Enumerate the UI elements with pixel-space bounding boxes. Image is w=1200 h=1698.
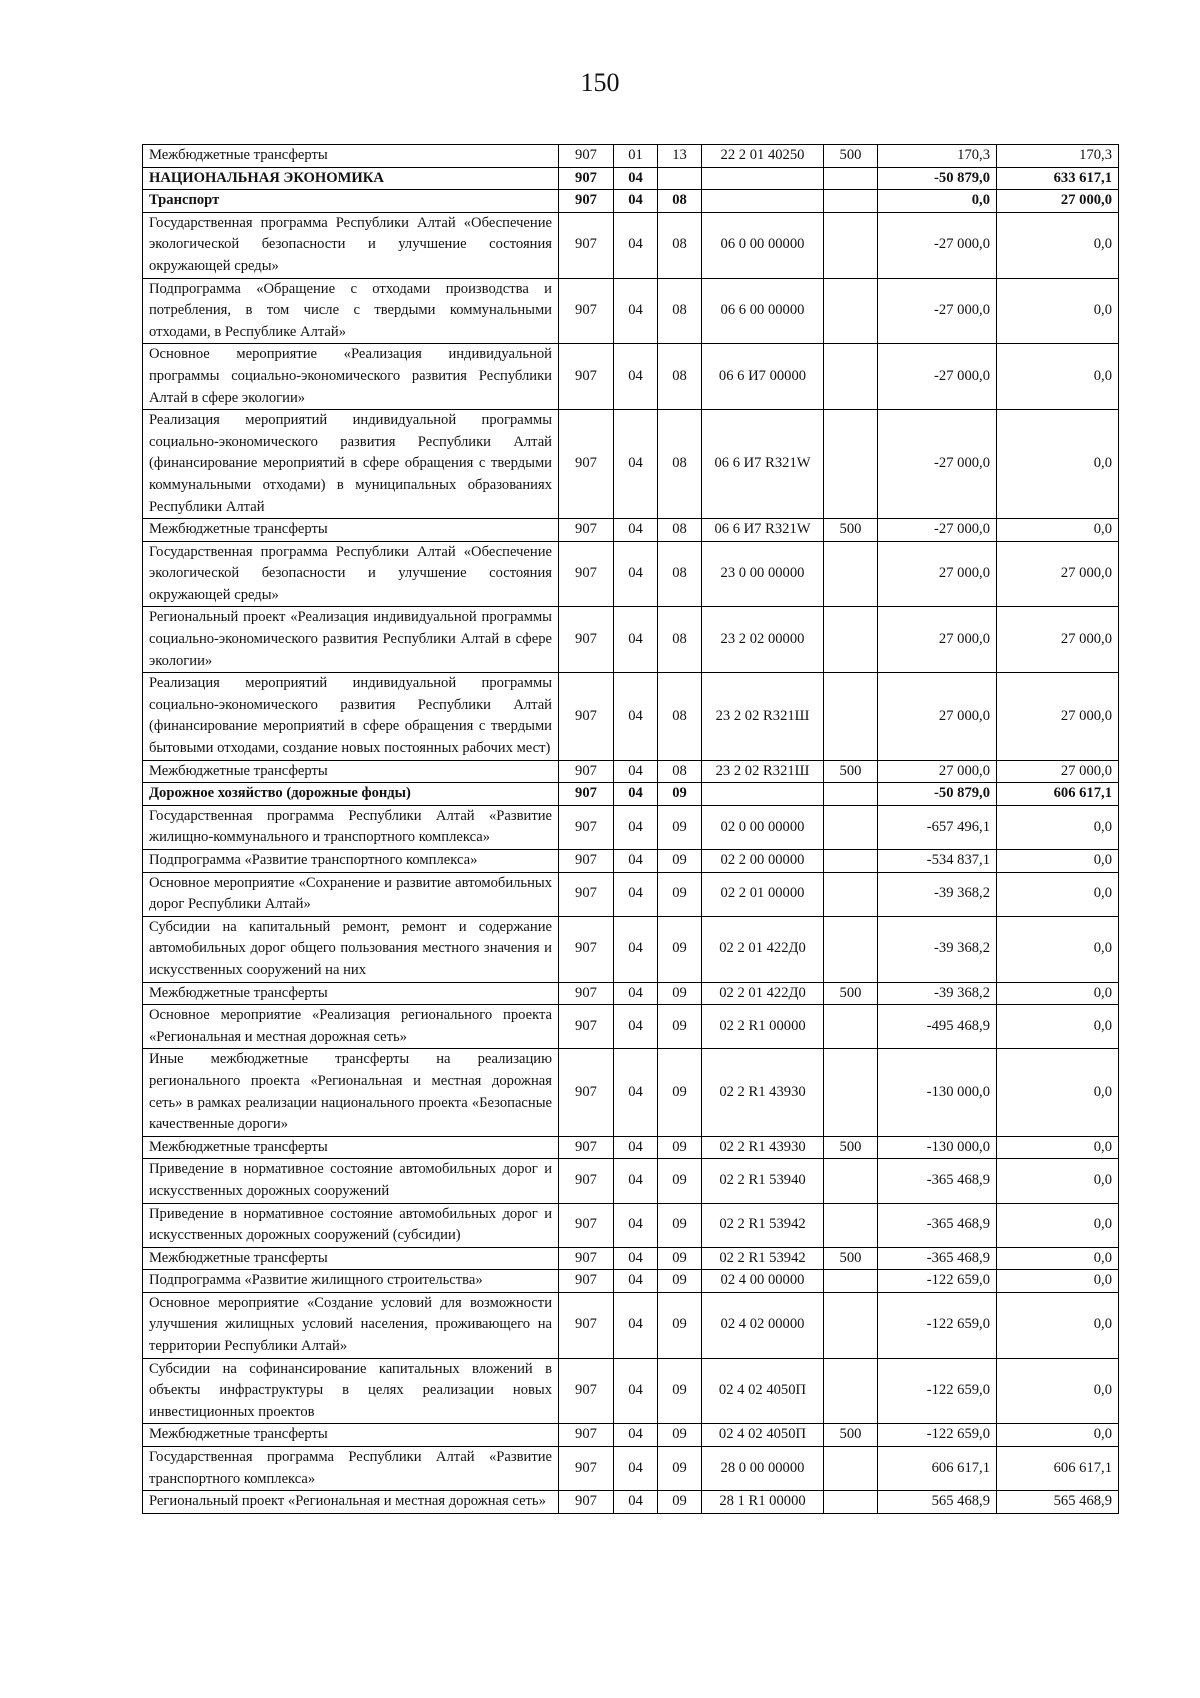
cell-section: 04 [614,607,658,673]
cell-subsection: 08 [658,278,702,344]
cell-section: 04 [614,872,658,916]
cell-name: Межбюджетные трансферты [143,760,559,783]
cell-ved: 907 [559,1424,614,1447]
cell-amount-1: -365 468,9 [878,1159,997,1203]
cell-name: Государственная программа Республики Алтай «Развитие транспортного комплекса» [143,1447,559,1491]
cell-subsection: 09 [658,1270,702,1293]
cell-ved: 907 [559,982,614,1005]
cell-amount-2: 27 000,0 [997,190,1119,213]
cell-target-code: 02 0 00 00000 [702,805,824,849]
cell-amount-2: 0,0 [997,1247,1119,1270]
cell-amount-2: 0,0 [997,805,1119,849]
cell-amount-1: -27 000,0 [878,278,997,344]
cell-target-code [702,783,824,806]
cell-amount-2: 27 000,0 [997,607,1119,673]
table-row [143,167,1119,190]
cell-expense-type [824,872,878,916]
cell-amount-2: 565 468,9 [997,1491,1119,1514]
cell-amount-1: -365 468,9 [878,1247,997,1270]
cell-target-code: 06 6 И7 R321W [702,519,824,542]
cell-section: 04 [614,1049,658,1136]
cell-name: Основное мероприятие «Реализация индивидуальной программы социально-экономического развития Республики Алтай в сфере экологии» [143,344,559,410]
cell-subsection: 09 [658,1203,702,1247]
cell-expense-type [824,916,878,982]
cell-amount-2: 0,0 [997,344,1119,410]
table-row [143,278,1119,344]
cell-ved: 907 [559,1159,614,1203]
table-row [143,607,1119,673]
cell-expense-type [824,607,878,673]
table-row [143,783,1119,806]
cell-section: 04 [614,212,658,278]
cell-subsection: 09 [658,1424,702,1447]
cell-ved: 907 [559,1203,614,1247]
cell-amount-2: 27 000,0 [997,541,1119,607]
cell-ved: 907 [559,145,614,168]
cell-amount-1: 27 000,0 [878,673,997,760]
cell-ved: 907 [559,212,614,278]
cell-amount-2: 0,0 [997,410,1119,519]
cell-amount-1: 27 000,0 [878,541,997,607]
cell-section: 04 [614,805,658,849]
cell-expense-type: 500 [824,760,878,783]
cell-subsection: 08 [658,212,702,278]
cell-section: 04 [614,1136,658,1159]
cell-subsection: 09 [658,805,702,849]
table-row [143,344,1119,410]
table-row [143,541,1119,607]
cell-subsection: 08 [658,673,702,760]
cell-subsection: 09 [658,1292,702,1358]
cell-subsection: 08 [658,760,702,783]
table-row [143,916,1119,982]
table-row [143,145,1119,168]
cell-amount-2: 0,0 [997,1203,1119,1247]
cell-section: 04 [614,1491,658,1514]
cell-ved: 907 [559,410,614,519]
cell-ved: 907 [559,519,614,542]
cell-target-code: 02 2 R1 43930 [702,1049,824,1136]
cell-amount-1: 606 617,1 [878,1447,997,1491]
cell-target-code: 02 2 01 422Д0 [702,916,824,982]
cell-name: Основное мероприятие «Реализация регионального проекта «Региональная и местная дорожная сеть» [143,1005,559,1049]
cell-subsection: 09 [658,1159,702,1203]
cell-amount-1: -130 000,0 [878,1136,997,1159]
cell-ved: 907 [559,805,614,849]
cell-subsection: 09 [658,1447,702,1491]
cell-section: 04 [614,278,658,344]
cell-ved: 907 [559,344,614,410]
cell-expense-type [824,1049,878,1136]
cell-subsection: 08 [658,410,702,519]
cell-section: 04 [614,410,658,519]
cell-name: Межбюджетные трансферты [143,519,559,542]
cell-amount-2: 0,0 [997,1049,1119,1136]
cell-target-code: 23 0 00 00000 [702,541,824,607]
cell-amount-2: 0,0 [997,1292,1119,1358]
cell-name: Реализация мероприятий индивидуальной программы социально-экономического развития Республики Алтай (финансирование мероприятий в сфере обращения с твердыми коммунальными отходами) в муниципальных образованиях Республики Алтай [143,410,559,519]
cell-ved: 907 [559,607,614,673]
cell-amount-2: 0,0 [997,1136,1119,1159]
cell-subsection: 09 [658,872,702,916]
cell-subsection: 09 [658,850,702,873]
cell-name: Иные межбюджетные трансферты на реализацию регионального проекта «Региональная и местная дорожная сеть» в рамках реализации национального проекта «Безопасные качественные дороги» [143,1049,559,1136]
cell-expense-type: 500 [824,982,878,1005]
cell-subsection: 08 [658,344,702,410]
cell-amount-1: -39 368,2 [878,916,997,982]
cell-amount-2: 606 617,1 [997,1447,1119,1491]
cell-subsection: 09 [658,916,702,982]
cell-target-code: 02 2 01 00000 [702,872,824,916]
cell-expense-type: 500 [824,1247,878,1270]
cell-expense-type [824,673,878,760]
cell-ved: 907 [559,916,614,982]
cell-name: Подпрограмма «Обращение с отходами производства и потребления, в том числе с твердыми коммунальными отходами, в Республике Алтай» [143,278,559,344]
table-row [143,1358,1119,1424]
table-row [143,519,1119,542]
cell-ved: 907 [559,278,614,344]
cell-expense-type [824,167,878,190]
cell-ved: 907 [559,872,614,916]
cell-section: 04 [614,1005,658,1049]
cell-ved: 907 [559,1136,614,1159]
table-row [143,1447,1119,1491]
cell-expense-type [824,1270,878,1293]
cell-ved: 907 [559,783,614,806]
table-row [143,805,1119,849]
cell-name: Межбюджетные трансферты [143,1247,559,1270]
cell-name: Основное мероприятие «Создание условий для возможности улучшения жилищных условий населения, проживающего на территории Республики Алтай» [143,1292,559,1358]
cell-subsection: 08 [658,607,702,673]
cell-target-code: 02 2 00 00000 [702,850,824,873]
cell-subsection: 09 [658,783,702,806]
cell-amount-1: -122 659,0 [878,1270,997,1293]
cell-target-code: 28 0 00 00000 [702,1447,824,1491]
cell-name: Региональный проект «Реализация индивидуальной программы социально-экономического развития Республики Алтай в сфере экологии» [143,607,559,673]
cell-subsection: 09 [658,1136,702,1159]
cell-expense-type [824,805,878,849]
cell-section: 04 [614,1424,658,1447]
cell-amount-1: 565 468,9 [878,1491,997,1514]
cell-section: 04 [614,167,658,190]
cell-target-code: 02 2 R1 00000 [702,1005,824,1049]
table-row [143,673,1119,760]
cell-expense-type [824,344,878,410]
table-row [143,1292,1119,1358]
cell-expense-type [824,212,878,278]
cell-section: 04 [614,1358,658,1424]
cell-subsection: 09 [658,1049,702,1136]
cell-expense-type [824,1292,878,1358]
cell-expense-type [824,1358,878,1424]
cell-section: 04 [614,190,658,213]
cell-section: 04 [614,1159,658,1203]
cell-expense-type: 500 [824,1136,878,1159]
cell-subsection: 13 [658,145,702,168]
cell-target-code: 06 0 00 00000 [702,212,824,278]
cell-ved: 907 [559,1491,614,1514]
cell-subsection: 09 [658,1005,702,1049]
budget-table [142,144,1119,1514]
cell-expense-type [824,1203,878,1247]
cell-amount-2: 0,0 [997,1159,1119,1203]
cell-amount-2: 606 617,1 [997,783,1119,806]
cell-expense-type: 500 [824,145,878,168]
cell-target-code: 06 6 И7 R321W [702,410,824,519]
cell-section: 04 [614,982,658,1005]
cell-name: Межбюджетные трансферты [143,1136,559,1159]
cell-section: 04 [614,1292,658,1358]
table-row [143,212,1119,278]
table-row [143,410,1119,519]
cell-section: 04 [614,673,658,760]
cell-expense-type: 500 [824,1424,878,1447]
cell-name: Основное мероприятие «Сохранение и развитие автомобильных дорог Республики Алтай» [143,872,559,916]
cell-amount-2: 27 000,0 [997,673,1119,760]
cell-target-code: 02 2 R1 53940 [702,1159,824,1203]
cell-target-code: 02 4 02 4050П [702,1424,824,1447]
table-row [143,982,1119,1005]
cell-subsection: 08 [658,190,702,213]
table-row [143,760,1119,783]
cell-amount-1: -534 837,1 [878,850,997,873]
cell-amount-1: -39 368,2 [878,982,997,1005]
cell-section: 04 [614,1270,658,1293]
cell-section: 04 [614,760,658,783]
cell-name: Подпрограмма «Развитие жилищного строительства» [143,1270,559,1293]
cell-expense-type [824,850,878,873]
cell-ved: 907 [559,1005,614,1049]
cell-amount-1: -122 659,0 [878,1292,997,1358]
table-row [143,1159,1119,1203]
budget-table-body [143,145,1119,1514]
cell-target-code: 02 4 02 4050П [702,1358,824,1424]
cell-name: Приведение в нормативное состояние автомобильных дорог и искусственных дорожных сооружений (субсидии) [143,1203,559,1247]
cell-amount-1: 27 000,0 [878,760,997,783]
cell-amount-2: 27 000,0 [997,760,1119,783]
cell-name: Субсидии на капитальный ремонт, ремонт и содержание автомобильных дорог общего пользования местного значения и искусственных сооружений на них [143,916,559,982]
cell-target-code: 02 4 02 00000 [702,1292,824,1358]
cell-name: Реализация мероприятий индивидуальной программы социально-экономического развития Республики Алтай (финансирование мероприятий в сфере обращения с твердыми бытовыми отходами, создание новых постоянных рабочих мест) [143,673,559,760]
cell-section: 04 [614,344,658,410]
cell-ved: 907 [559,1270,614,1293]
cell-target-code: 02 2 R1 43930 [702,1136,824,1159]
page-number: 150 [580,68,620,97]
cell-amount-2: 0,0 [997,1270,1119,1293]
cell-expense-type [824,1447,878,1491]
cell-amount-1: -50 879,0 [878,167,997,190]
table-row [143,1136,1119,1159]
cell-name: Межбюджетные трансферты [143,1424,559,1447]
cell-name: НАЦИОНАЛЬНАЯ ЭКОНОМИКА [143,167,559,190]
cell-expense-type [824,190,878,213]
cell-expense-type [824,541,878,607]
cell-amount-2: 633 617,1 [997,167,1119,190]
cell-amount-2: 0,0 [997,916,1119,982]
cell-name: Субсидии на софинансирование капитальных вложений в объекты инфраструктуры в целях реализации новых инвестиционных проектов [143,1358,559,1424]
cell-ved: 907 [559,673,614,760]
cell-section: 04 [614,1203,658,1247]
cell-amount-2: 170,3 [997,145,1119,168]
table-row [143,190,1119,213]
table-row [143,1247,1119,1270]
cell-section: 04 [614,1247,658,1270]
cell-ved: 907 [559,1247,614,1270]
cell-subsection: 09 [658,1247,702,1270]
cell-subsection: 08 [658,541,702,607]
cell-amount-2: 0,0 [997,872,1119,916]
cell-subsection: 09 [658,1491,702,1514]
cell-amount-1: 0,0 [878,190,997,213]
cell-name: Государственная программа Республики Алтай «Развитие жилищно-коммунального и транспортного комплекса» [143,805,559,849]
cell-ved: 907 [559,1292,614,1358]
cell-amount-1: -495 468,9 [878,1005,997,1049]
cell-subsection: 09 [658,982,702,1005]
cell-section: 01 [614,145,658,168]
cell-target-code: 02 2 01 422Д0 [702,982,824,1005]
cell-ved: 907 [559,1447,614,1491]
cell-amount-1: -122 659,0 [878,1358,997,1424]
cell-name: Государственная программа Республики Алтай «Обеспечение экологической безопасности и улучшение состояния окружающей среды» [143,541,559,607]
cell-ved: 907 [559,760,614,783]
cell-subsection: 09 [658,1358,702,1424]
cell-amount-2: 0,0 [997,519,1119,542]
cell-name: Межбюджетные трансферты [143,982,559,1005]
cell-amount-2: 0,0 [997,1358,1119,1424]
cell-target-code: 28 1 R1 00000 [702,1491,824,1514]
cell-amount-1: -27 000,0 [878,410,997,519]
cell-name: Дорожное хозяйство (дорожные фонды) [143,783,559,806]
cell-ved: 907 [559,1358,614,1424]
cell-section: 04 [614,783,658,806]
cell-amount-1: -122 659,0 [878,1424,997,1447]
cell-name: Государственная программа Республики Алтай «Обеспечение экологической безопасности и улучшение состояния окружающей среды» [143,212,559,278]
cell-target-code: 06 6 00 00000 [702,278,824,344]
cell-amount-2: 0,0 [997,278,1119,344]
cell-expense-type [824,1005,878,1049]
cell-amount-1: -50 879,0 [878,783,997,806]
table-row [143,1270,1119,1293]
cell-target-code: 23 2 02 00000 [702,607,824,673]
cell-expense-type [824,783,878,806]
cell-target-code: 22 2 01 40250 [702,145,824,168]
cell-section: 04 [614,541,658,607]
cell-expense-type [824,1159,878,1203]
table-row [143,1203,1119,1247]
cell-section: 04 [614,519,658,542]
cell-target-code: 02 4 00 00000 [702,1270,824,1293]
cell-amount-1: -27 000,0 [878,212,997,278]
cell-expense-type [824,410,878,519]
cell-expense-type [824,278,878,344]
table-row [143,1424,1119,1447]
cell-target-code [702,190,824,213]
cell-amount-1: -39 368,2 [878,872,997,916]
cell-name: Региональный проект «Региональная и местная дорожная сеть» [143,1491,559,1514]
cell-amount-2: 0,0 [997,1424,1119,1447]
cell-ved: 907 [559,541,614,607]
cell-expense-type: 500 [824,519,878,542]
cell-target-code: 02 2 R1 53942 [702,1247,824,1270]
cell-ved: 907 [559,1049,614,1136]
cell-section: 04 [614,850,658,873]
cell-amount-1: -130 000,0 [878,1049,997,1136]
table-row [143,1049,1119,1136]
cell-amount-2: 0,0 [997,1005,1119,1049]
cell-section: 04 [614,1447,658,1491]
cell-ved: 907 [559,167,614,190]
cell-amount-2: 0,0 [997,982,1119,1005]
cell-amount-2: 0,0 [997,850,1119,873]
cell-amount-1: -365 468,9 [878,1203,997,1247]
cell-expense-type [824,1491,878,1514]
cell-amount-2: 0,0 [997,212,1119,278]
table-row [143,1491,1119,1514]
cell-subsection [658,167,702,190]
cell-name: Транспорт [143,190,559,213]
cell-amount-1: 27 000,0 [878,607,997,673]
cell-section: 04 [614,916,658,982]
table-row [143,1005,1119,1049]
cell-target-code: 06 6 И7 00000 [702,344,824,410]
cell-ved: 907 [559,850,614,873]
cell-target-code [702,167,824,190]
cell-subsection: 08 [658,519,702,542]
cell-name: Приведение в нормативное состояние автомобильных дорог и искусственных дорожных сооружений [143,1159,559,1203]
cell-target-code: 23 2 02 R321Ш [702,673,824,760]
cell-amount-1: -27 000,0 [878,519,997,542]
cell-amount-1: 170,3 [878,145,997,168]
cell-name: Подпрограмма «Развитие транспортного комплекса» [143,850,559,873]
cell-amount-1: -657 496,1 [878,805,997,849]
table-row [143,872,1119,916]
table-row [143,850,1119,873]
cell-name: Межбюджетные трансферты [143,145,559,168]
cell-ved: 907 [559,190,614,213]
cell-target-code: 02 2 R1 53942 [702,1203,824,1247]
cell-target-code: 23 2 02 R321Ш [702,760,824,783]
cell-amount-1: -27 000,0 [878,344,997,410]
